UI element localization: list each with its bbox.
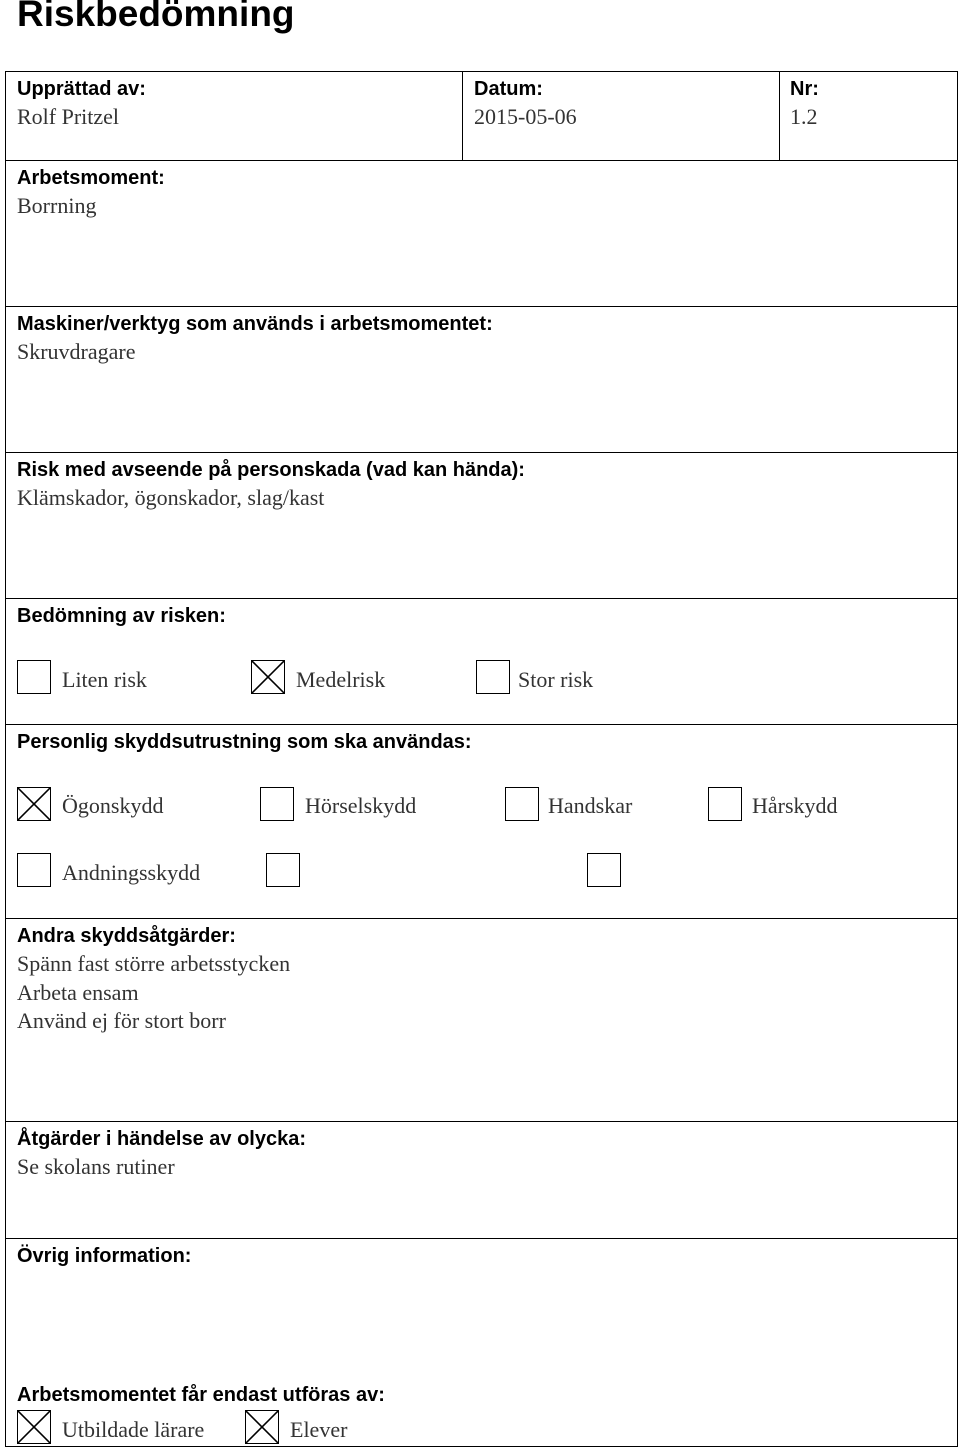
trained-teachers-checkbox[interactable] <box>17 1410 51 1444</box>
check-mark-icon <box>18 788 50 820</box>
gloves-checkbox[interactable] <box>505 787 539 821</box>
risk-medium-checkbox[interactable] <box>251 660 285 694</box>
risk-high-checkbox[interactable] <box>476 660 510 694</box>
risk-assessment-label: Bedömning av risken: <box>17 605 226 627</box>
machines-value: Skruvdragare <box>17 339 136 364</box>
prepared-by-label: Upprättad av: <box>17 78 146 100</box>
date-label: Datum: <box>474 78 543 100</box>
risk-low-checkbox[interactable] <box>17 660 51 694</box>
row-divider <box>5 160 958 161</box>
risk-low-label: Liten risk <box>62 667 147 692</box>
other-measures-label: Andra skyddsåtgärder: <box>17 925 236 947</box>
row-divider <box>5 724 958 725</box>
other-measures-line: Spänn fast större arbetsstycken <box>17 951 291 976</box>
header-divider <box>779 71 780 160</box>
number-value: 1.2 <box>790 104 818 129</box>
other-measures-line: Arbeta ensam <box>17 979 139 1005</box>
gloves-label: Handskar <box>548 793 633 818</box>
injury-risk-value: Klämskador, ögonskador, slag/kast <box>17 485 325 510</box>
hearing-protection-checkbox[interactable] <box>260 787 294 821</box>
authorized-label: Arbetsmomentet får endast utföras av: <box>17 1384 385 1406</box>
trained-teachers-label: Utbildade lärare <box>62 1417 205 1442</box>
number-label: Nr: <box>790 78 819 100</box>
accident-actions-value: Se skolans rutiner <box>17 1154 175 1179</box>
row-divider <box>5 1238 958 1239</box>
respiratory-protection-checkbox[interactable] <box>17 853 51 887</box>
other-measures-list <box>17 950 290 1036</box>
work-task-value: Borrning <box>17 193 97 218</box>
blank-equipment-checkbox[interactable] <box>266 853 300 887</box>
date-value: 2015-05-06 <box>474 104 577 129</box>
check-mark-icon <box>252 661 284 693</box>
risk-medium-label: Medelrisk <box>296 667 386 692</box>
header-divider <box>462 71 463 160</box>
eye-protection-checkbox[interactable] <box>17 787 51 821</box>
respiratory-protection-label: Andningsskydd <box>62 860 201 885</box>
other-measures-line: Använd ej för stort borr <box>17 1008 226 1033</box>
hair-protection-checkbox[interactable] <box>708 787 742 821</box>
accident-actions-label: Åtgärder i händelse av olycka: <box>17 1128 307 1150</box>
blank-equipment-checkbox[interactable] <box>587 853 621 887</box>
row-divider <box>5 598 958 599</box>
row-divider <box>5 452 958 453</box>
row-divider <box>5 306 958 307</box>
check-mark-icon <box>18 1411 50 1443</box>
other-info-label: Övrig information: <box>17 1245 192 1267</box>
check-mark-icon <box>246 1411 278 1443</box>
hearing-protection-label: Hörselskydd <box>305 793 417 818</box>
page-title: Riskbedömning <box>17 0 295 34</box>
risk-high-label: Stor risk <box>518 667 594 692</box>
students-checkbox[interactable] <box>245 1410 279 1444</box>
row-divider <box>5 1121 958 1122</box>
work-task-label: Arbetsmoment: <box>17 167 165 189</box>
prepared-by-value: Rolf Pritzel <box>17 104 120 129</box>
students-label: Elever <box>290 1417 348 1442</box>
form-frame <box>5 71 958 1447</box>
machines-label: Maskiner/verktyg som används i arbetsmomentet: <box>17 313 493 335</box>
injury-risk-label: Risk med avseende på personskada (vad kan hända): <box>17 459 525 481</box>
protective-equipment-label: Personlig skyddsutrustning som ska användas: <box>17 731 472 753</box>
hair-protection-label: Hårskydd <box>752 793 838 818</box>
row-divider <box>5 918 958 919</box>
eye-protection-label: Ögonskydd <box>62 793 164 818</box>
